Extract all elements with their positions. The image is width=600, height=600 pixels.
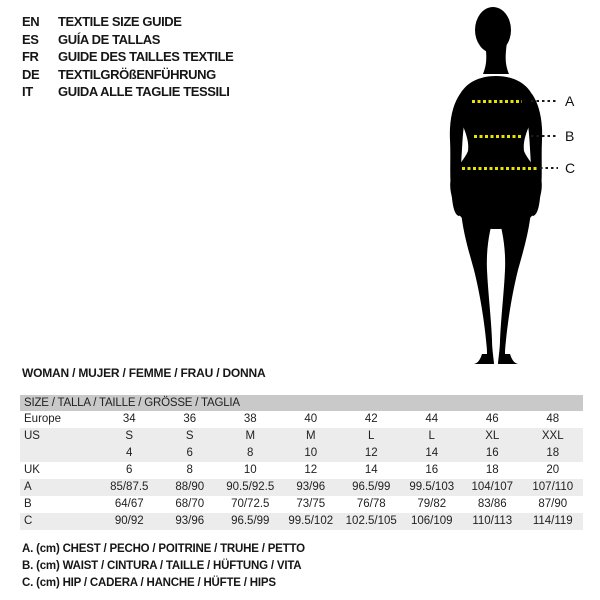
legend-waist: B. (cm) WAIST / CINTURA / TAILLE / HÜFTUNG / VITA: [22, 560, 302, 572]
table-cell: 107/110: [532, 481, 574, 493]
table-cell: 6: [126, 464, 133, 476]
table-row-hip: [20, 513, 583, 530]
woman-silhouette-image: [432, 4, 562, 366]
hip-leader-line: [540, 167, 558, 169]
table-cell: S: [125, 430, 134, 442]
table-cell: 99.5/103: [409, 481, 455, 493]
language-label: TEXTILE SIZE GUIDE: [58, 14, 182, 30]
table-cell: M: [305, 430, 316, 442]
table-row-us-numeric: [20, 445, 583, 462]
table-cell: 99.5/102: [288, 515, 334, 527]
hip-measure-line: [462, 167, 537, 170]
measurement-legend: [22, 541, 305, 592]
table-cell: 44: [425, 413, 439, 425]
row-label: Europe: [24, 413, 62, 425]
table-cell: 16: [485, 447, 499, 459]
marker-label-c: C: [565, 160, 576, 176]
marker-label-b: B: [565, 128, 575, 144]
row-label: UK: [24, 464, 40, 476]
language-code: EN: [22, 14, 40, 30]
table-cell: S: [185, 430, 194, 442]
table-row-uk: [20, 462, 583, 479]
table-cell: 73/75: [296, 498, 326, 510]
table-cell: XL: [485, 430, 500, 442]
table-cell: 88/90: [175, 481, 205, 493]
language-code: DE: [22, 66, 40, 82]
table-cell: 8: [247, 447, 254, 459]
chest-leader-line: [531, 100, 557, 102]
table-cell: 79/82: [417, 498, 447, 510]
silhouette-left-foot: [474, 354, 494, 364]
table-cell: 96.5/99: [231, 515, 270, 527]
size-table-header: SIZE / TALLA / TAILLE / GRÖSSE / TAGLIA: [20, 395, 583, 411]
table-row-us-letter: [20, 428, 583, 445]
table-cell: 18: [485, 464, 499, 476]
row-label: A: [24, 481, 32, 493]
table-cell: 85/87.5: [110, 481, 149, 493]
language-code: ES: [22, 31, 39, 47]
waist-measure-line: [474, 135, 521, 138]
table-cell: 8: [186, 464, 193, 476]
language-row-es: [22, 31, 233, 49]
table-cell: 87/90: [538, 498, 568, 510]
language-label: GUIDE DES TAILLES TEXTILE: [58, 49, 234, 65]
table-cell: 90.5/92.5: [226, 481, 275, 493]
table-cell: 34: [122, 413, 136, 425]
table-cell: L: [368, 430, 375, 442]
table-cell: 12: [364, 447, 378, 459]
table-cell: 64/67: [114, 498, 144, 510]
legend-hip: C. (cm) HIP / CADERA / HANCHE / HÜFTE / HIPS: [22, 577, 276, 589]
table-cell: 93/96: [296, 481, 326, 493]
silhouette-neck: [483, 42, 509, 74]
row-label: B: [24, 498, 32, 510]
table-cell: 38: [243, 413, 257, 425]
table-cell: 83/86: [477, 498, 507, 510]
table-cell: 70/72.5: [231, 498, 270, 510]
language-label: GUÍA DE TALLAS: [58, 31, 161, 47]
table-cell: 114/119: [532, 515, 573, 527]
table-row-waist: [20, 496, 583, 513]
table-row-chest: [20, 479, 583, 496]
language-row-fr: [22, 48, 233, 66]
row-label: C: [24, 515, 33, 527]
language-row-de: [22, 66, 233, 84]
table-cell: 12: [304, 464, 318, 476]
table-cell: L: [428, 430, 435, 442]
language-row-en: [22, 13, 233, 31]
table-cell: 106/109: [410, 515, 453, 527]
language-list: [22, 13, 233, 101]
table-cell: M: [245, 430, 256, 442]
row-label: [20, 445, 99, 462]
table-cell: 16: [425, 464, 439, 476]
marker-label-a: A: [565, 93, 575, 109]
table-cell: 36: [183, 413, 197, 425]
silhouette-right-leg: [497, 192, 532, 363]
legend-chest: A. (cm) CHEST / PECHO / POITRINE / TRUHE / PETTO: [22, 543, 305, 555]
table-cell: 48: [546, 413, 560, 425]
table-cell: 42: [364, 413, 378, 425]
language-code: IT: [22, 84, 33, 100]
table-cell: 4: [126, 447, 133, 459]
waist-leader-line: [531, 135, 557, 137]
table-cell: 14: [364, 464, 378, 476]
table-cell: 96.5/99: [352, 481, 391, 493]
table-cell: 18: [546, 447, 560, 459]
language-code: FR: [22, 49, 39, 65]
gender-title: WOMAN / MUJER / FEMME / FRAU / DONNA: [22, 366, 266, 380]
table-cell: 46: [485, 413, 499, 425]
table-row-europe: [20, 411, 583, 428]
table-cell: 68/70: [175, 498, 205, 510]
table-cell: 40: [304, 413, 318, 425]
table-cell: 102.5/105: [345, 515, 397, 527]
table-cell: 104/107: [471, 481, 514, 493]
table-cell: XXL: [541, 430, 564, 442]
table-cell: 93/96: [175, 515, 205, 527]
silhouette-left-leg: [460, 192, 495, 363]
table-cell: 76/78: [356, 498, 386, 510]
language-label: GUIDA ALLE TAGLIE TESSILI: [58, 84, 230, 100]
table-cell: 110/113: [472, 515, 513, 527]
row-label: US: [24, 430, 40, 442]
language-row-it: [22, 83, 233, 101]
table-cell: 14: [425, 447, 439, 459]
table-cell: 90/92: [114, 515, 144, 527]
silhouette-right-foot: [498, 354, 518, 364]
table-cell: 20: [546, 464, 560, 476]
language-label: TEXTILGRÖßENFÜHRUNG: [58, 66, 216, 82]
table-cell: 10: [243, 464, 257, 476]
table-cell: 10: [304, 447, 318, 459]
size-table: [20, 395, 583, 530]
table-cell: 6: [186, 447, 193, 459]
chest-measure-line: [472, 100, 522, 103]
